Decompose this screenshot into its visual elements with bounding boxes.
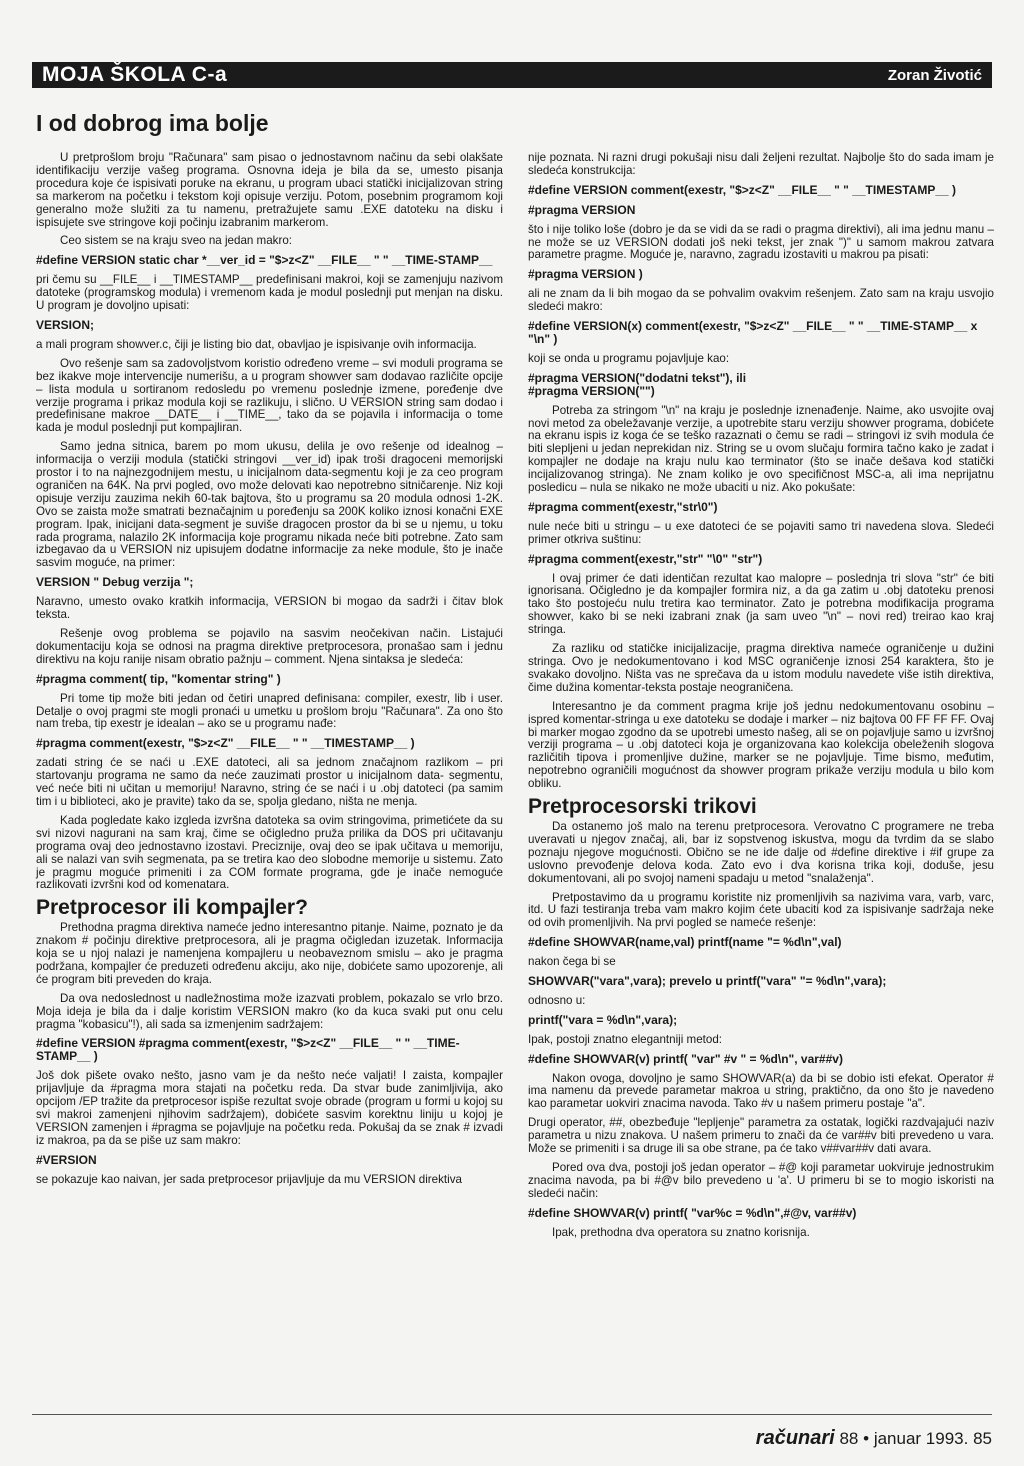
code-line: #define VERSION(x) comment(exestr, "$>z<Z" __FILE__ " " __TIME-STAMP__ x "\n" ) [528,319,978,346]
page-number: 85 [973,1429,992,1448]
paragraph: Rešenje ovog problema se pojavilo na sasvim neočekivan način. Listajući dokumentaciju koja se odnosi na pragma direktive pretprocesora, pronašao sam i jednu direktivu na koju ranije nisam obratio pažnju – comment. Njena sintaksa je sledeća: [36,627,503,666]
paragraph: Samo jedna sitnica, barem po mom ukusu, delila je ovo rešenje od idealnog – informacija o verziji modula (statički stringovi __ver_id) ipak troši dragoceni memorijski prostor i to na najnezgodnijem mestu, u inicijalnom data-segmentu koji je za ceo program ograničen na 64K. Na prvi pogled, ovo može delovati kao nepotrebno sitničarenje. Niz koji opisuje verziju zauzima nekih 60-tak bajtova, što u programu sa 20 modula odnosi 1-2K. Ovo se zaista može smatrati beznačajnim u poređenju sa 200K koliko iznosi konačni EXE program. Ipak, inicijani data-segment je suviše dragocen prostor da bi se u njemu, u toku rada programa, nalazilo 2K informacija koje programu nikada neće biti potrebne. Zato sam izbegavao da u VERSION niz upisujem dodatne informacije za neke module, što je inače sasvim moguće, na primer: [36,440,503,570]
section-heading: Pretprocesor ili kompajler? [36,896,308,920]
paragraph: Pretpostavimo da u programu koristite niz promenljivih sa nazivima vara, varb, varc, itd. U fazi testiranja treba vam makro kojim ćete ubaciti kod za ispisivanje sadržaja neke od ovih promenljivih. Na prvi pogled se nameće rešenje: [528,890,994,930]
code-line: #pragma comment(exestr,"str" "\0" "str") [528,551,763,566]
paragraph: Naravno, umesto ovako kratkih informacija, VERSION bi mogao da sadrži i čitav blok teksta. [36,595,503,622]
paragraph: U pretprošlom broju "Računara" sam pisao o jednostavnom načinu da sebi olakšate identifikaciju verzije vašeg programa. Osnovna ideja je bila da se, umesto pisanja procedura koje će ispisivati poruke na ekranu, u program ubaci statički inicijalizovan string sa markerom na početku i tekstom koji opisuje verziju. Potom, posebnim programom koji generalno može služiti za tu namenu, pretražujete samu .EXE datoteku na disku i ispisujete sve stringove koji počinju izabranim markerom. [36,151,503,229]
section-heading: Pretprocesorski trikovi [528,795,757,819]
issue-date: januar 1993. [873,1429,969,1448]
paragraph: Ipak, prethodna dva operatora su znatno korisnija. [552,1225,810,1239]
paragraph: pri čemu su __FILE__ i __TIMESTAMP__ predefinisani makroi, koji se zamenjuju nazivom datoteke (programskog modula) i vremenom kada je modul poslednji put menjan na disku. U program je dovoljno upisati: [36,273,503,313]
paragraph: koji se onda u programu pojavljuje kao: [528,351,730,365]
code-line: #define VERSION comment(exestr, "$>z<Z" __FILE__ " " __TIMESTAMP__ ) [528,182,957,197]
right-column [528,152,994,1246]
article-title: I od dobrog ima bolje [36,110,269,136]
paragraph: Za razliku od statičke inicijalizacije, pragma direktiva nameće ograničenje u dužini stringa. Ovo je nedokumentovano i kod MSC ograničenje iznosi 254 karaktera, što je svakako dovoljno. Ništa vas ne sprečava da u istom modulu navedete više istih direktiva, čime dužina komentar-teksta postaje neograničena. [528,642,994,694]
paragraph: odnosno u: [528,993,586,1007]
code-line: VERSION; [36,317,95,332]
code-line: #pragma comment(exestr, "$>z<Z" __FILE__ " " __TIMESTAMP__ ) [36,736,415,751]
paragraph: Ipak, postoji znatno elegantniji metod: [528,1032,722,1046]
paragraph: Drugi operator, ##, obezbeđuje "lepljenje" parametra za ostatak, logički razdvajajući naziv parametra u nizu znakova. U našem primeru to znači da će var##v biti prevedeno u vara. Može se primeniti i sa druge ili sa obe strane, pa će tako v##var##v dati avara. [528,1116,994,1156]
code-line: #pragma VERSION [528,202,636,217]
paragraph: se pokazuje kao naivan, jer sada pretprocesor prijavljuje da mu VERSION direktiva [36,1172,462,1186]
paragraph: Da ova nedoslednost u nadležnostima može izazvati problem, pokazalo se vrlo brzo. Moja ideja je bila da i dalje koristim VERSION makro (ko da kuca svaki put onu celu pragma "kobasicu"!), ali sada sa izmenjenim sadržajem: [36,991,503,1031]
code-line: #pragma comment(exestr,"str\0") [528,499,718,514]
footer-rule [32,1414,992,1415]
code-line: VERSION " Debug verzija "; [36,575,194,590]
series-title: MOJA ŠKOLA C-a [42,63,228,86]
code-line: #pragma VERSION("dodatni tekst"), ili #pragma VERSION("") [528,370,747,398]
issue-number: 88 [839,1429,859,1448]
paragraph: zadati string će se naći u .EXE datoteci, ali sa jednom značajnom razlikom – pri startovanju programa ne samo da neće zauzimati prostor u inicijalnom data- segmentu, već neće biti ni učitan u memoriju! Naravno, string će se naći i u .obj datoteci (pa samim tim i u biblioteci, ako je pravite) tako da se, spolja gledano, ništa ne menja. [36,756,503,808]
magazine-brand: računari [755,1427,835,1449]
paragraph: nije poznata. Ni razni drugi pokušaji nisu dali željeni rezultat. Najbolje što do sada imam je sledeća konstrukcija: [528,151,994,177]
paragraph: ali ne znam da li bih mogao da se pohvalim ovakvim rešenjem. Zato sam na kraju usvojio sledeći makro: [528,287,994,314]
paragraph: nakon čega bi se [528,955,616,969]
paragraph: nule neće biti u stringu – u exe datoteci će se pojaviti samo tri navedena slova. Sledeći primer otkriva suštinu: [528,519,994,546]
code-line: SHOWVAR("vara",vara); prevelo u printf("vara" "= %d\n",vara); [528,974,887,989]
paragraph: I ovaj primer će dati identičan rezultat kao malopre – poslednja tri slova "str" će biti ignorisana. Očigledno je da kompajler formira niz, a da ga zatim u .obj datoteku prenosi tako što postojeću nulu tretira kao terminator. Zato je potrebna modifikacija programa showver, kako bi se neki izabrani znak (ja sam uveo "\n" – novi red) treirao kao kraj stringa. [528,571,994,637]
footer [756,1428,992,1449]
paragraph: Ceo sistem se na kraju sveo na jedan makro: [60,234,292,248]
paragraph: Prethodna pragma direktiva nameće jedno interesantno pitanje. Naime, poznato je da znakom # počinju direktive pretprocesora, ali je pragma očigledan izuzetak. Informacija koja se u njoj nalazi je namenjena kompajleru u neobaveznom smislu – ako je pragma podržana, kompajler će preduzeti određenu akciju, ako nije, dobićete samo upozorenje, ali će program biti preveden do kraja. [36,921,503,986]
paragraph: Da ostanemo još malo na terenu pretprocesora. Verovatno C programere ne treba uveravati u njegov značaj, ali, bar iz sopstvenog iskustva, mogu da tvrdim da se slabo poznaju njegove mogućnosti. Obično se ne ide dalje od #define direktive i #if grupe za uslovno prevođenje delova koda. Zato evo i dva korisna trika koji, doduše, jesu dokumentovani, ali po svojoj nameni spadaju u metod "snalaženja". [528,819,994,885]
code-line: #define SHOWVAR(name,val) printf(name "= %d\n",val) [528,935,842,950]
left-column [36,152,503,1193]
paragraph: Nakon ovoga, dovoljno je samo SHOWVAR(a) da bi se dobio isti efekat. Operator # ima namenu da prevede parametar makroa u string, praktično, da ono što je navedeno kao parametar uokviri znacima navoda. Tako #v u našem primeru postaje "a". [528,1071,994,1111]
paragraph: a mali program showver.c, čiji je listing bio dat, obavljao je ispisivanje ovih informacija. [36,337,477,351]
footer-bullet: • [863,1429,870,1448]
code-line: #VERSION [36,1152,97,1167]
paragraph: Ovo rešenje sam sa zadovoljstvom koristio određeno vreme – svi moduli programa se bez ikakve moje intervencije numerišu, a u program showver sam dodavao različite opcije – lista modula u sortiranom redosledu po vremenu poslednje izmene, poređenje dve verzije programa i prikaz modula koji se razlikuju, i slično. U VERSION string sam dodao i predefinisane makroe __DATE__ i __TIME__, tako da se pojavila i informacija o tome kada je modul poslednji put kompajliran. [36,356,503,435]
paragraph: Kada pogledate kako izgleda izvršna datoteka sa ovim stringovima, primetićete da su svi nizovi nagurani na sam kraj, čime se očigledno pruža prilika da DOS pri učitavanju programa ovaj deo jednostavno izostavi. Preciznije, ovaj deo se ipak učitava u memoriju, ali se nalazi van svih segmenata, pa se tretira kao deo slobodne memorije u sistemu. Zato je pragmu moguće primeniti i za COM formate programa, gde je inače nemoguće razlikovati izvršni kod od komenatara. [36,813,503,892]
code-line: #define SHOWVAR(v) printf( "var%c = %d\n",#@v, var##v) [528,1205,857,1220]
paragraph: Interesantno je da comment pragma krije još jednu nedokumentovanu osobinu – ispred komentar-stringa u exe datoteku se dodaje i marker – niz bajtova 00 FF FF FF. Ovaj bi marker mogao zgodno da se upotrebi umesto našeg, ali se on pojavljuje samo u izvršnoj verziji programa – u .obj datoteci koja je organizovana kao kolekcija obeleženih slogova različitih tipova i promenljive dužine, marker se ne pojavljuje. Time bismo, međutim, nepotrebno ograničili mogućnost da showver program prikaže verziju modula u bilo kom obliku. [528,699,994,791]
code-line: #define VERSION #pragma comment(exestr, "$>z<Z" __FILE__ " " __TIME-STAMP__ ) [36,1036,460,1064]
paragraph: što i nije toliko loše (dobro je da se vidi da se radi o pragma direktivi), ali ima jednu manu – ne može se uz VERSION dodati još neki tekst, jer znak ")" u samom makrou zatvara parametre pragme. Moguće je, naravno, zagradu izostaviti u makrou pa pisati: [528,222,994,262]
paragraph: Pri tome tip može biti jedan od četiri unapred definisana: compiler, exestr, lib i user. Detalje o ovoj pragmi ste mogli pronaći u umetku u prošlom broju "Računara". Za ono što nam treba, tip exestr je idealan – ako se u programu nađe: [36,691,503,731]
author-name: Zoran Životić [887,67,982,84]
code-line: #define SHOWVAR(v) printf( "var" #v " = %d\n", var##v) [528,1051,843,1066]
header-bar [32,62,992,88]
code-line: #pragma comment( tip, "komentar string" ) [36,671,281,686]
code-line: #define VERSION static char *__ver_id = "$>z<Z" __FILE__ " " __TIME-STAMP__ [36,253,493,268]
code-line: printf("vara = %d\n",vara); [528,1012,678,1027]
code-line: #pragma VERSION ) [528,267,643,282]
paragraph: Potreba za stringom "\n" na kraju je poslednje iznenađenje. Naime, ako usvojite ovaj novi metod za obeležavanje verzije, a upotrebite staru verziju showver programa, dobićete na ekranu ispis iz koga će se teško razaznati o čemu se radi – stringovi iz svih modula će biti slepljeni u jedan neprekidan niz. String se u ovom slučaju formira tačno kako je zadat i kompajler ne dodaje na kraju nulu kao terminator (što se inače dešava kod statički incijalizovanog stringa). Ne znam koliko je ovo specifičnost MSC-a, ali ima neprijatnu posledicu – nula se nikako ne može ubaciti u niz. Ako pokušate: [528,403,994,495]
paragraph: Pored ova dva, postoji još jedan operator – #@ koji parametar uokviruje jednostrukim znacima navoda, pa bi #@v bilo prevedeno u 'a'. U primeru bi se to mogio iskoristi na sledeći način: [528,1161,994,1200]
paragraph: Još dok pišete ovako nešto, jasno vam je da nešto neće valjati! I zaista, kompajler prijavljuje da #pragma mora stajati na početku reda. Da stvar bude zanimljivija, ako opcijom /EP tražite da pretprocesor ispiše rezultat svoje obrade (program u formi u kojoj su svi makroi zamenjeni njihovim sadržajem), dobićete sasvim korektnu liniju u kojoj je VERSION zamenjen i #pragma se pojavljuje na početku reda. Pokušaj da se znak # izvadi iz makroa, pa da se piše uz sam makro: [36,1069,503,1147]
